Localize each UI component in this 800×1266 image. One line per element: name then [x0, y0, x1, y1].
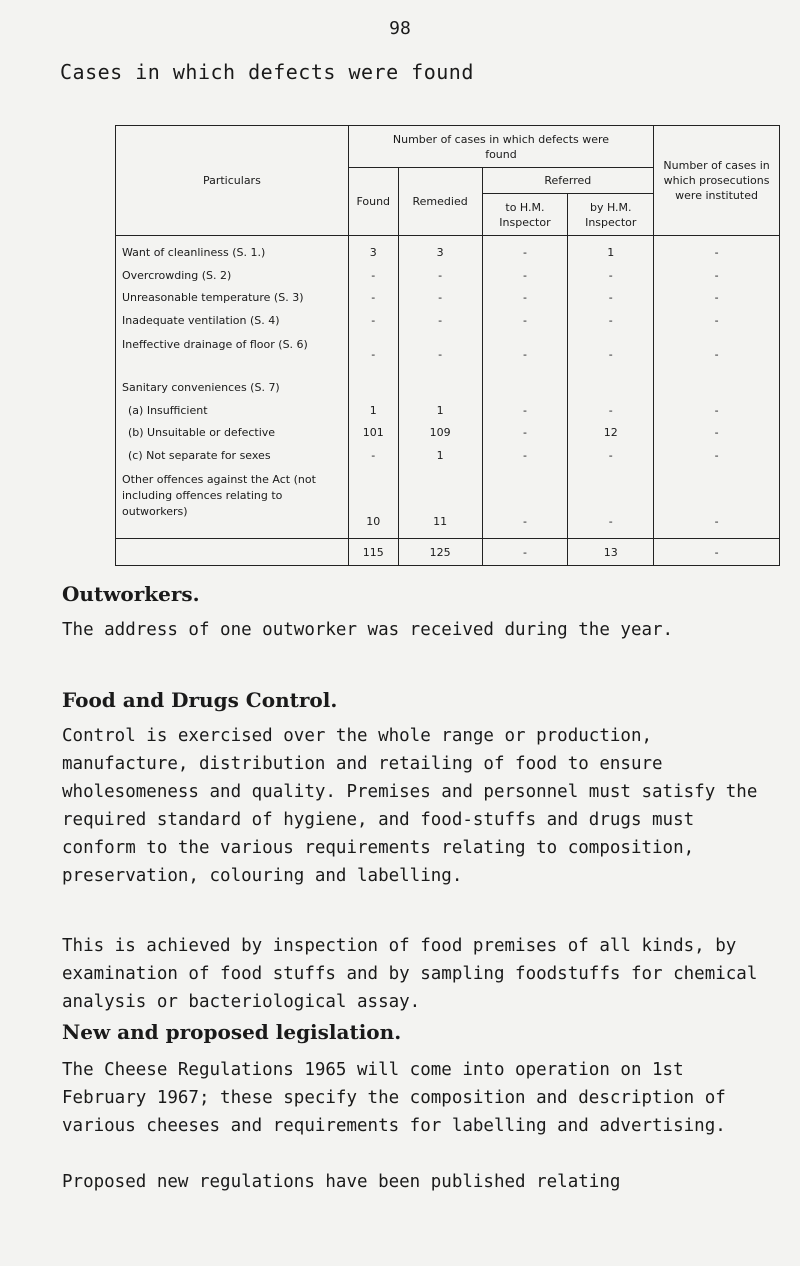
- cell-by-hm: -: [608, 348, 613, 361]
- cell-prosecutions: -: [714, 426, 719, 439]
- defects-table: [115, 125, 780, 566]
- cell-found: 101: [362, 426, 384, 439]
- total-remedied: 125: [398, 539, 482, 566]
- row-label: (a) Insufficient: [128, 403, 208, 417]
- legislation-heading: New and proposed legislation.: [62, 1020, 402, 1044]
- total-prosecutions: -: [654, 539, 780, 566]
- header-by-hm-inspector: by H.M. Inspector: [568, 194, 654, 236]
- cell-remedied: 11: [433, 515, 448, 528]
- outworkers-heading: Outworkers.: [62, 582, 200, 606]
- cell-found: 1: [369, 403, 377, 417]
- cell-remedied: -: [438, 348, 443, 361]
- cell-by-hm: -: [608, 448, 613, 462]
- food-drugs-heading: Food and Drugs Control.: [62, 688, 338, 712]
- cell-remedied: [399, 377, 482, 400]
- cell-to-hm: -: [522, 313, 527, 327]
- cell-found: 3: [369, 246, 377, 259]
- found-column: [348, 236, 398, 539]
- cell-prosecutions: -: [714, 291, 719, 304]
- cell-to-hm: -: [522, 448, 527, 462]
- cell-remedied: -: [438, 291, 443, 304]
- cell-to-hm: -: [522, 291, 527, 304]
- cell-prosecutions: -: [714, 348, 719, 361]
- table-title: Cases in which defects were found: [60, 60, 474, 84]
- cell-to-hm: -: [522, 426, 527, 439]
- cell-by-hm: -: [608, 268, 613, 282]
- legislation-paragraph-2: Proposed new regulations have been published relating: [62, 1172, 621, 1192]
- cell-prosecutions: -: [714, 268, 719, 282]
- cell-by-hm: -: [608, 291, 613, 304]
- cell-to-hm: -: [522, 403, 527, 417]
- by-hm-column: [568, 236, 654, 539]
- header-remedied: Remedied: [398, 168, 482, 236]
- cell-by-hm: 1: [607, 246, 615, 259]
- cell-to-hm: -: [522, 348, 527, 361]
- totals-label-cell: [116, 539, 349, 566]
- cell-by-hm: -: [608, 403, 613, 417]
- cell-found: -: [371, 348, 376, 361]
- row-label: Other offences against the Act (not including offences relating to outworkers): [122, 473, 316, 518]
- row-label: (c) Not separate for sexes: [128, 448, 271, 462]
- cell-found: -: [371, 268, 376, 282]
- cell-by-hm: -: [608, 515, 613, 528]
- cell-prosecutions: -: [714, 403, 719, 417]
- total-by-hm: 13: [568, 539, 654, 566]
- cell-prosecutions: -: [714, 313, 719, 327]
- food-drugs-paragraph-1: Control is exercised over the whole range or production, manufacture, distribution and retailing of food to ensure wholesomeness and quality. Premises and personnel must satisfy the required standard of hygiene, and food-stuffs and drugs must conform to the various requirements relating to composition, preservation, colouring and labelling.: [62, 726, 758, 886]
- cell-to-hm: -: [522, 246, 527, 259]
- row-label: Unreasonable temperature (S. 3): [122, 291, 304, 304]
- cell-by-hm: [568, 377, 653, 400]
- outworkers-text: The address of one outworker was received during the year.: [62, 620, 674, 640]
- particulars-column: [116, 236, 349, 539]
- cell-to-hm: -: [522, 268, 527, 282]
- row-label: Ineffective drainage of floor (S. 6): [122, 338, 308, 351]
- total-to-hm: -: [482, 539, 568, 566]
- header-found: Found: [348, 168, 398, 236]
- totals-row: [116, 539, 780, 566]
- cell-prosecutions: -: [714, 515, 719, 528]
- header-to-hm-inspector: to H.M. Inspector: [482, 194, 568, 236]
- cell-found: -: [371, 291, 376, 304]
- total-found: 115: [348, 539, 398, 566]
- cell-to-hm: -: [522, 515, 527, 528]
- legislation-paragraph-1: The Cheese Regulations 1965 will come into operation on 1st February 1967; these specify the composition and description of various cheeses and requirements for labelling and advertising.: [62, 1060, 726, 1136]
- row-label: Want of cleanliness (S. 1.): [122, 246, 266, 259]
- food-drugs-paragraph-2: This is achieved by inspection of food premises of all kinds, by examination of food stuffs and by sampling foodstuffs for chemical analysis or bacteriological assay.: [62, 936, 758, 1012]
- row-label: Inadequate ventilation (S. 4): [122, 313, 280, 327]
- cell-found: -: [371, 313, 376, 327]
- header-referred: Referred: [482, 168, 654, 194]
- row-label: Sanitary conveniences (S. 7): [122, 381, 280, 394]
- table-body: [116, 236, 780, 539]
- cell-prosecutions: -: [714, 448, 719, 462]
- cell-by-hm: -: [608, 313, 613, 327]
- cell-to-hm: [483, 377, 568, 400]
- cell-prosecutions: -: [714, 246, 719, 259]
- cell-remedied: 1: [436, 448, 444, 462]
- page-number: 98: [389, 18, 411, 39]
- header-particulars: Particulars: [116, 126, 349, 236]
- cell-prosecutions: [654, 377, 779, 400]
- cell-found: [349, 377, 398, 400]
- cell-remedied: 109: [429, 426, 451, 439]
- prosecutions-column: [654, 236, 780, 539]
- cell-found: 10: [366, 515, 381, 528]
- row-label: Overcrowding (S. 2): [122, 268, 232, 282]
- header-defects-found: Number of cases in which defects were found: [348, 126, 653, 168]
- cell-by-hm: 12: [603, 426, 618, 439]
- cell-remedied: 3: [436, 246, 444, 259]
- cell-remedied: -: [438, 313, 443, 327]
- to-hm-column: [482, 236, 568, 539]
- cell-found: -: [371, 448, 376, 462]
- cell-remedied: 1: [436, 403, 444, 417]
- header-prosecutions: Number of cases in which prosecutions were instituted: [654, 126, 780, 236]
- row-label: (b) Unsuitable or defective: [128, 426, 276, 439]
- cell-remedied: -: [438, 268, 443, 282]
- remedied-column: [398, 236, 482, 539]
